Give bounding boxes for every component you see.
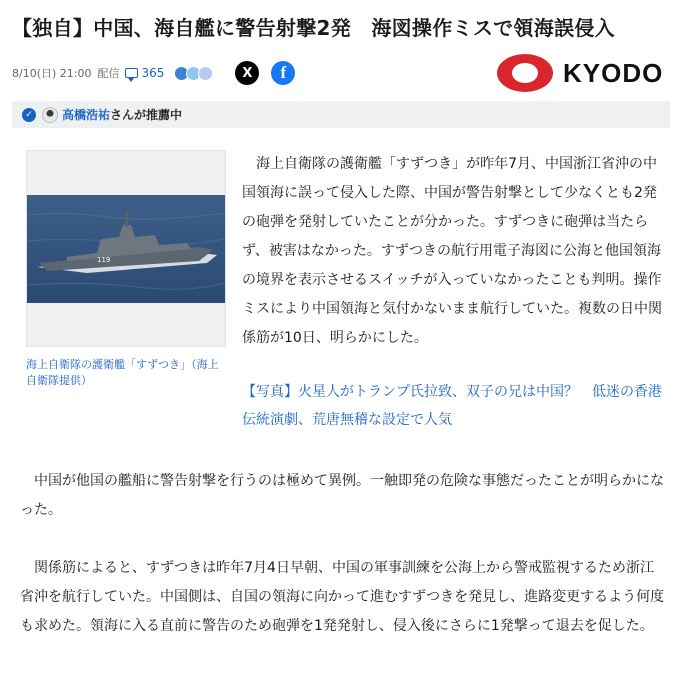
comment-icon [125, 68, 138, 78]
publish-label: 配信 [97, 67, 120, 80]
article-title: 【独自】中国、海自艦に警告射撃2発 海図操作ミスで領海誤侵入 [12, 16, 615, 40]
photo-caption: 海上自衛隊の護衛艦「すずつき」（海上自衛隊提供） [26, 358, 219, 387]
recommender-bar[interactable] [12, 101, 670, 128]
user-avatar-icon [42, 107, 58, 123]
kyodo-logo-mark [497, 54, 553, 92]
warship-photo[interactable] [26, 150, 226, 347]
reaction-avatars[interactable] [174, 66, 213, 81]
article-figure [26, 150, 226, 389]
comments-link[interactable] [125, 66, 164, 80]
comment-count: 365 [141, 66, 165, 80]
body-paragraph: 関係筋によると、すずつきは昨年7月4日早朝、中国の軍事訓練を公海上から警戒監視するため浙江省沖を航行していた。中国側は、自国の領海に向かって進むすずつきを発見し、進路変更するよう何度も求めた。領海に入る直前に警告のため砲弾を1発発射し、侵入後にさらに1発撃って退去を促した。 [20, 560, 665, 634]
lead-paragraph: 海上自衛隊の護衛艦「すずつき」が昨年7月、中国浙江省沖の中国領海に誤って侵入した際、中国が警告射撃として少なくとも2発の砲弾を発射していたことが分かった。すずつきに砲弾は当たらず、被害はなかった。すずつきの航行用電子海図に公海と他国領海の境界を表示させるスイッチが入っていなかったことも判明。操作ミスにより中国領海と気付かないまま航行していた。複数の日中関係筋が10日、明らかにした。 [242, 156, 662, 346]
recommender-name[interactable]: 高橋浩祐 [62, 108, 111, 122]
verified-badge-icon: ✓ [22, 108, 36, 122]
x-share-icon[interactable]: X [235, 61, 259, 85]
body-paragraph: 中国が他国の艦船に警告射撃を行うのは極めて異例。一触即発の危険な事態だったことが明らかになった。 [20, 473, 664, 518]
svg-text:119: 119 [97, 256, 111, 264]
article-meta [12, 58, 295, 88]
publish-date: 8/10(日) 21:00 [12, 67, 92, 80]
kyodo-logo[interactable] [497, 54, 663, 92]
kyodo-logo-text: KYODO [563, 57, 664, 88]
facebook-share-icon[interactable]: f [271, 61, 295, 85]
recommender-suffix: さんが推薦中 [110, 108, 183, 122]
related-photo-link[interactable]: 【写真】火星人がトランプ氏拉致、双子の兄は中国？ 低迷の香港伝統演劇、荒唐無稽な設定で人気 [242, 384, 662, 428]
warship-image [27, 195, 225, 303]
reaction-avatar [198, 66, 213, 81]
